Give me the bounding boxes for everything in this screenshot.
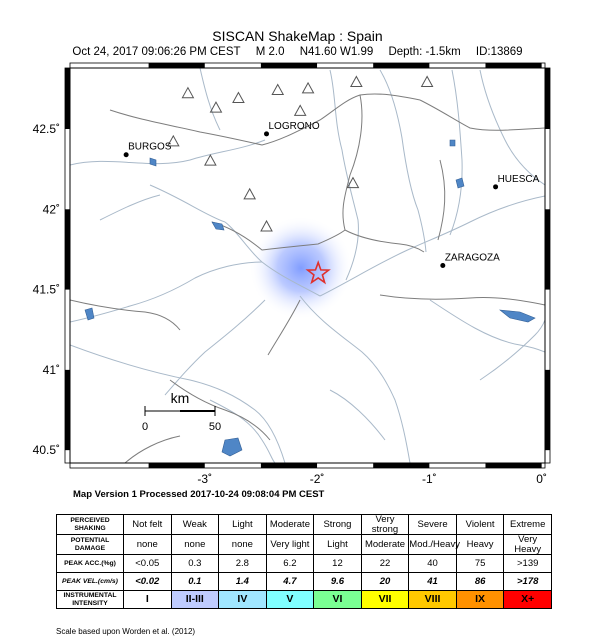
city-dot (493, 184, 498, 189)
scale-bar-tick-0: 0 (141, 421, 149, 433)
latitude-label: 42.5˚ (32, 122, 60, 137)
legend-row-vel (57, 573, 552, 591)
shaking-intensity-area (249, 216, 353, 320)
legend-cell: Severe (409, 515, 457, 535)
longitude-label: -2˚ (309, 472, 325, 486)
legend-cell: Mod./Heavy (409, 535, 457, 555)
legend-cell: X+ (504, 591, 552, 609)
legend-cell: 41 (409, 573, 457, 591)
legend-row-label: INSTRUMENTAL INTENSITY (57, 591, 124, 609)
latitude-label: 41.5˚ (32, 282, 60, 297)
legend-cell: Light (314, 535, 362, 555)
legend-cell: none (171, 535, 219, 555)
city-label: HUESCA (497, 173, 540, 185)
intensity-legend (56, 514, 552, 609)
legend-row-acc (57, 555, 552, 573)
legend-cell: 4.7 (266, 573, 314, 591)
scale-credit: Scale based upon Worden et al. (2012) (56, 627, 196, 636)
city-label: BURGOS (128, 141, 172, 153)
legend-row-damage (57, 535, 552, 555)
longitude-label: -1˚ (422, 472, 437, 486)
legend-cell: VI (314, 591, 362, 609)
legend-cell: Very light (266, 535, 314, 555)
latitude-label: 42˚ (42, 202, 60, 217)
city-label: LOGRONO (268, 120, 320, 132)
legend-cell: Very strong (361, 515, 409, 535)
event-magnitude: M 2.0 (255, 46, 285, 58)
legend-cell: Strong (314, 515, 362, 535)
legend-cell: Violent (456, 515, 504, 535)
legend-cell: >178 (504, 573, 552, 591)
city-dot (264, 131, 269, 136)
legend-cell: Moderate (361, 535, 409, 555)
legend-cell: 40 (409, 555, 457, 573)
legend-cell: 22 (361, 555, 409, 573)
legend-cell: 20 (361, 573, 409, 591)
legend-cell: Light (219, 515, 267, 535)
scale-bar-unit: km (170, 390, 190, 406)
legend-cell: VIII (409, 591, 457, 609)
legend-cell: 2.8 (219, 555, 267, 573)
scale-bar-tick-50: 50 (208, 421, 222, 433)
legend-cell: II-III (171, 591, 219, 609)
legend-row-label: POTENTIAL DAMAGE (57, 535, 124, 555)
city-label: ZARAGOZA (444, 252, 500, 264)
legend-row-mmi (57, 591, 552, 609)
legend-cell: <0.05 (124, 555, 172, 573)
map-title: SISCAN ShakeMap : Spain (212, 28, 383, 44)
legend-cell: Not felt (124, 515, 172, 535)
legend-cell: 1.4 (219, 573, 267, 591)
legend-row-label: PEAK VEL.(cm/s) (57, 573, 124, 591)
legend-cell: Moderate (266, 515, 314, 535)
legend-cell: Very Heavy (504, 535, 552, 555)
event-depth: Depth: -1.5km (388, 46, 461, 58)
legend-cell: none (124, 535, 172, 555)
legend-cell: Extreme (504, 515, 552, 535)
processed-note: Map Version 1 Processed 2017-10-24 09:08:04 PM CEST (73, 489, 325, 500)
legend-cell: 9.6 (314, 573, 362, 591)
legend-cell: 0.3 (171, 555, 219, 573)
legend-row-label: PEAK ACC.(%g) (57, 555, 124, 573)
event-datetime: Oct 24, 2017 09:06:26 PM CEST (72, 46, 241, 58)
legend-cell: 0.1 (171, 573, 219, 591)
event-id: ID:13869 (475, 46, 523, 58)
legend-cell: V (266, 591, 314, 609)
latitude-label: 41˚ (42, 362, 60, 377)
legend-cell: Weak (171, 515, 219, 535)
legend-cell: 6.2 (266, 555, 314, 573)
legend-row-label: PERCEIVED SHAKING (57, 515, 124, 535)
city-dot (440, 263, 445, 268)
legend-cell: <0.02 (124, 573, 172, 591)
legend-cell: 75 (456, 555, 504, 573)
legend-cell: >139 (504, 555, 552, 573)
legend-cell: 12 (314, 555, 362, 573)
longitude-label: 0˚ (536, 472, 547, 486)
legend-cell: IX (456, 591, 504, 609)
legend-cell: I (124, 591, 172, 609)
legend-row-perceived (57, 515, 552, 535)
legend-cell: VII (361, 591, 409, 609)
legend-cell: none (219, 535, 267, 555)
city-dot (124, 152, 129, 157)
latitude-label: 40.5˚ (32, 443, 60, 458)
legend-cell: Heavy (456, 535, 504, 555)
event-location: N41.60 W1.99 (299, 46, 374, 58)
legend-cell: 86 (456, 573, 504, 591)
legend-cell: IV (219, 591, 267, 609)
longitude-label: -3˚ (197, 472, 213, 486)
